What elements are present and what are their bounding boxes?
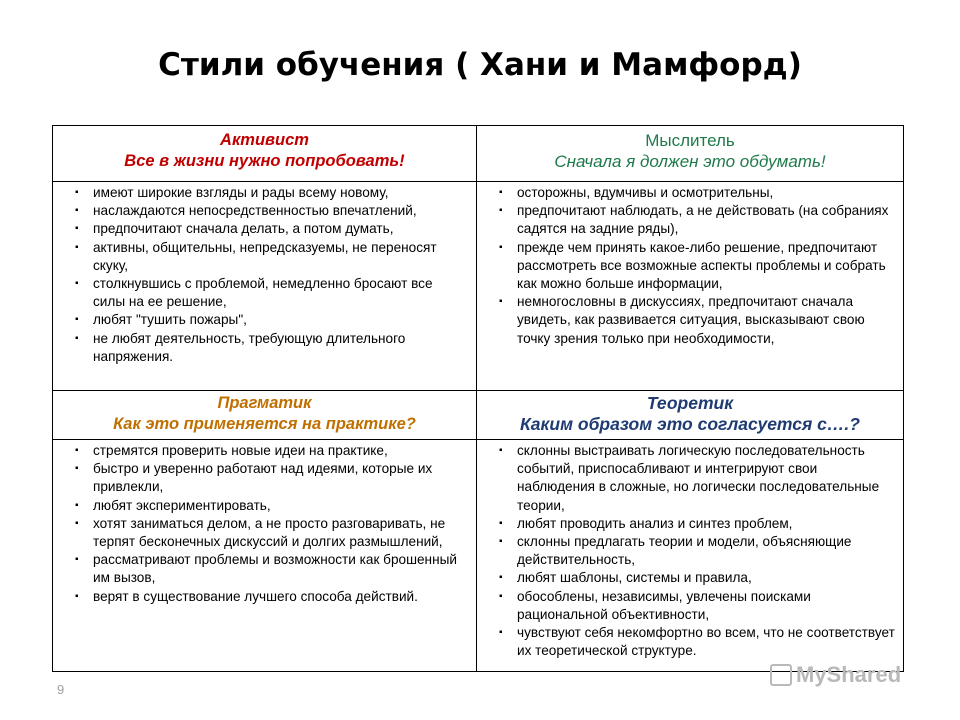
list-item-text: имеют широкие взгляды и рады всему новому, xyxy=(93,185,389,200)
thinker-header xyxy=(477,126,903,181)
list-item-text: активны, общительны, непредсказуемы, не переносят скуку, xyxy=(93,239,437,273)
list-item xyxy=(75,239,468,275)
page-number: 9 xyxy=(57,682,65,697)
activist-traits xyxy=(53,182,476,390)
list-item xyxy=(75,460,468,496)
list-item-text: стремятся проверить новые идеи на практике, xyxy=(93,443,388,458)
list-item xyxy=(499,202,895,238)
watermark xyxy=(770,662,901,688)
list-item-text: рассматривают проблемы и возможности как брошенный им вызов, xyxy=(93,552,457,586)
list-item xyxy=(75,515,468,551)
list-item xyxy=(75,311,468,329)
list-item-text: наслаждаются непосредственностью впечатлений, xyxy=(93,203,417,219)
list-item xyxy=(75,588,468,606)
list-item xyxy=(75,184,468,202)
list-item-text: столкнувшись с проблемой, немедленно бросают все силы на ее решение, xyxy=(93,276,433,310)
list-item-text: любят экспериментировать, xyxy=(93,497,271,513)
activist-header xyxy=(53,126,476,181)
list-item-text: быстро и уверенно работают над идеями, которые их привлекли, xyxy=(93,461,433,495)
list-item xyxy=(75,551,468,587)
bullet-icon: ▪ xyxy=(499,241,503,253)
theorist-motto: Каким образом это согласуется с….? xyxy=(520,414,860,434)
bullet-icon: ▪ xyxy=(75,187,79,198)
thinker-name: Мыслитель xyxy=(645,131,735,150)
list-item-text: хотят заниматься делом, а не просто разговаривать, не терпят бесконечных дискуссий и долгих размышлений, xyxy=(93,515,446,550)
list-item xyxy=(75,330,468,366)
list-item xyxy=(499,624,895,660)
slide-title: Стили обучения ( Хани и Мамфорд) xyxy=(158,47,802,83)
list-item-text: склонны предлагать теории и модели, объясняющие действительность, xyxy=(517,534,852,568)
bullet-icon: ▪ xyxy=(499,572,503,584)
bullet-icon: ▪ xyxy=(75,314,79,326)
list-item xyxy=(75,442,468,460)
pragmatist-header xyxy=(53,391,476,439)
bullet-icon: ▪ xyxy=(499,445,503,456)
list-item-text: предпочитают сначала делать, а потом думать, xyxy=(93,221,394,237)
bullet-icon: ▪ xyxy=(499,627,503,639)
list-item xyxy=(499,184,895,202)
pragmatist-name: Прагматик xyxy=(217,394,312,412)
pragmatist-motto: Как это применяется на практике? xyxy=(113,415,416,433)
activist-motto: Все в жизни нужно попробовать! xyxy=(124,152,405,170)
watermark-text: MyShared xyxy=(796,662,902,687)
bullet-icon: ▪ xyxy=(75,205,79,217)
list-item xyxy=(75,497,468,515)
list-item xyxy=(499,569,895,587)
list-item-text: немногословны в дискуссиях, предпочитают сначала увидеть, как развивается ситуация, высказывают свою точку зрения только при необходимости, xyxy=(517,294,865,346)
theorist-header xyxy=(477,391,903,439)
list-item-text: прежде чем принять какое-либо решение, предпочитают рассмотреть все возможные аспекты проблемы и собрать как можно больше информации, xyxy=(517,239,886,292)
bullet-icon: ▪ xyxy=(75,499,79,511)
list-item xyxy=(75,202,468,220)
list-item-text: склонны выстраивать логическую последовательность событий, приспосабливают и интегрируют свои наблюдения в сложные, но логически последовательные теории, xyxy=(517,443,880,513)
learning-styles-table xyxy=(52,125,904,672)
bullet-icon: ▪ xyxy=(499,536,503,548)
list-item xyxy=(75,275,468,311)
list-item-text: предпочитают наблюдать, а не действовать (на собраниях садятся на задние ряды), xyxy=(517,203,889,237)
thinker-motto: Сначала я должен это обдумать! xyxy=(554,152,826,171)
list-item xyxy=(499,533,895,569)
bullet-icon: ▪ xyxy=(75,278,79,290)
list-item xyxy=(499,239,895,294)
list-item-text: верят в существование лучшего способа действий. xyxy=(93,588,418,604)
bullet-icon: ▪ xyxy=(75,241,79,253)
theorist-traits xyxy=(477,440,903,671)
bullet-icon: ▪ xyxy=(75,554,79,566)
bullet-icon: ▪ xyxy=(499,590,503,602)
list-item-text: любят "тушить пожары", xyxy=(93,312,247,328)
bullet-icon: ▪ xyxy=(75,445,79,456)
activist-name: Активист xyxy=(220,131,309,149)
list-item xyxy=(499,588,895,624)
pragmatist-traits xyxy=(53,440,476,671)
bullet-icon: ▪ xyxy=(499,187,503,198)
list-item xyxy=(499,442,895,515)
list-item-text: чувствуют себя некомфортно во всем, что не соответствует их теоретической структуре. xyxy=(517,625,895,659)
bullet-icon: ▪ xyxy=(499,205,503,217)
list-item-text: любят шаблоны, системы и правила, xyxy=(517,570,752,586)
bullet-icon: ▪ xyxy=(75,463,79,475)
list-item-text: осторожны, вдумчивы и осмотрительны, xyxy=(517,185,774,200)
bullet-icon: ▪ xyxy=(75,223,79,235)
bullet-icon: ▪ xyxy=(499,296,503,308)
thinker-traits xyxy=(477,182,903,390)
bullet-icon: ▪ xyxy=(75,332,79,344)
bullet-icon: ▪ xyxy=(75,590,79,602)
list-item-text: обособлены, независимы, увлечены поисками рациональной объективности, xyxy=(517,588,811,622)
theorist-name: Теоретик xyxy=(646,393,734,413)
bullet-icon: ▪ xyxy=(75,517,79,529)
list-item xyxy=(499,515,895,533)
watermark-logo-icon xyxy=(770,664,792,686)
list-item xyxy=(499,293,895,348)
list-item xyxy=(75,220,468,238)
list-item-text: не любят деятельность, требующую длительного напряжения. xyxy=(93,330,406,364)
list-item-text: любят проводить анализ и синтез проблем, xyxy=(517,515,793,531)
bullet-icon: ▪ xyxy=(499,517,503,529)
